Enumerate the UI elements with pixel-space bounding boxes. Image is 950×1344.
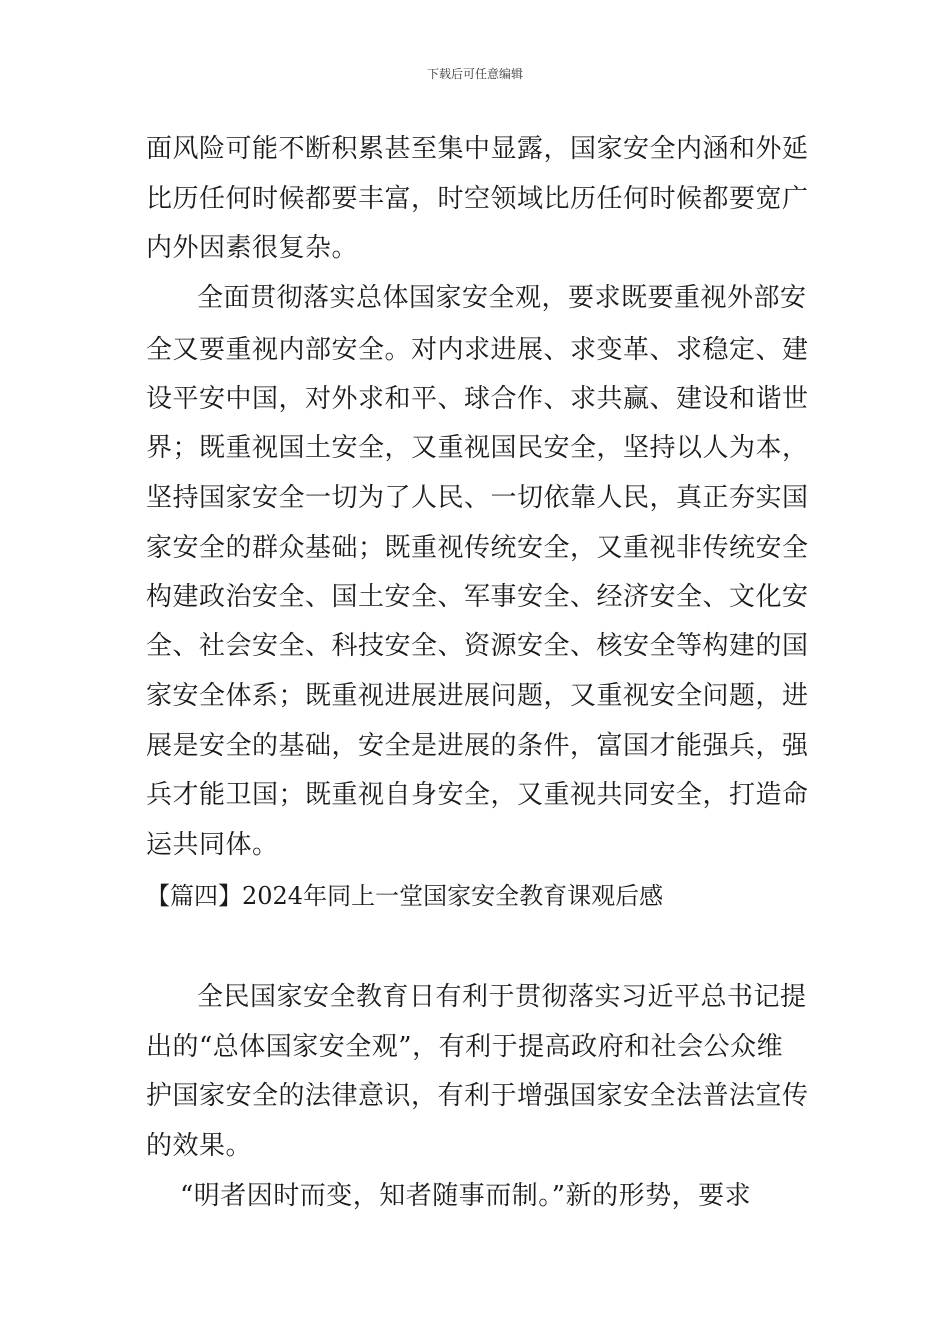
text-line: 家安全体系；既重视进展进展问题，又重视安全问题，进 <box>146 681 809 711</box>
text-line: 护国家安全的法律意识，有利于增强国家安全法普法宣传 <box>146 1081 809 1111</box>
paragraph-first-line: 全民国家安全教育日有利于贯彻落实习近平总书记提 <box>197 982 807 1012</box>
text-line: 兵才能卫国；既重视自身安全，又重视共同安全，打造命 <box>146 780 809 810</box>
text-line: 展是安全的基础，安全是进展的条件，富国才能强兵，强 <box>146 731 809 761</box>
header-note: 下载后可任意编辑 <box>426 67 523 81</box>
text-line: 全、社会安全、科技安全、资源安全、核安全等构建的国 <box>146 631 809 661</box>
text-line: 的效果。 <box>146 1131 253 1161</box>
text-line: 界；既重视国土安全，又重视国民安全，坚持以人为本， <box>146 433 809 463</box>
text-line: 出的“总体国家安全观”，有利于提高政府和社会公众维 <box>146 1032 784 1062</box>
paragraph-first-line: “明者因时而变，知者随事而制。”新的形势，要求 <box>180 1181 752 1211</box>
text-line: 坚持国家安全一切为了人民、一切依靠人民，真正夯实国 <box>146 483 809 513</box>
text-line: 构建政治安全、国土安全、军事安全、经济安全、文化安 <box>146 582 809 612</box>
text-line: 设平安中国，对外求和平、球合作、求共赢、建设和谐世 <box>146 384 809 414</box>
text-line: 运共同体。 <box>146 830 279 860</box>
text-line: 面风险可能不断积累甚至集中显露，国家安全内涵和外延 <box>146 134 809 164</box>
text-line: 内外因素很复杂。 <box>146 233 359 263</box>
paragraph-first-line: 全面贯彻落实总体国家安全观，要求既要重视外部安 <box>197 283 807 313</box>
section-heading: 【篇四】2024年同上一堂国家安全教育课观后感 <box>146 882 664 910</box>
text-line: 比历任何时候都要丰富，时空领域比历任何时候都要宽广 <box>146 184 809 214</box>
text-line: 家安全的群众基础；既重视传统安全，又重视非传统安全 <box>146 533 809 563</box>
text-line: 全又要重视内部安全。对内求进展、求变革、求稳定、建 <box>146 335 809 365</box>
